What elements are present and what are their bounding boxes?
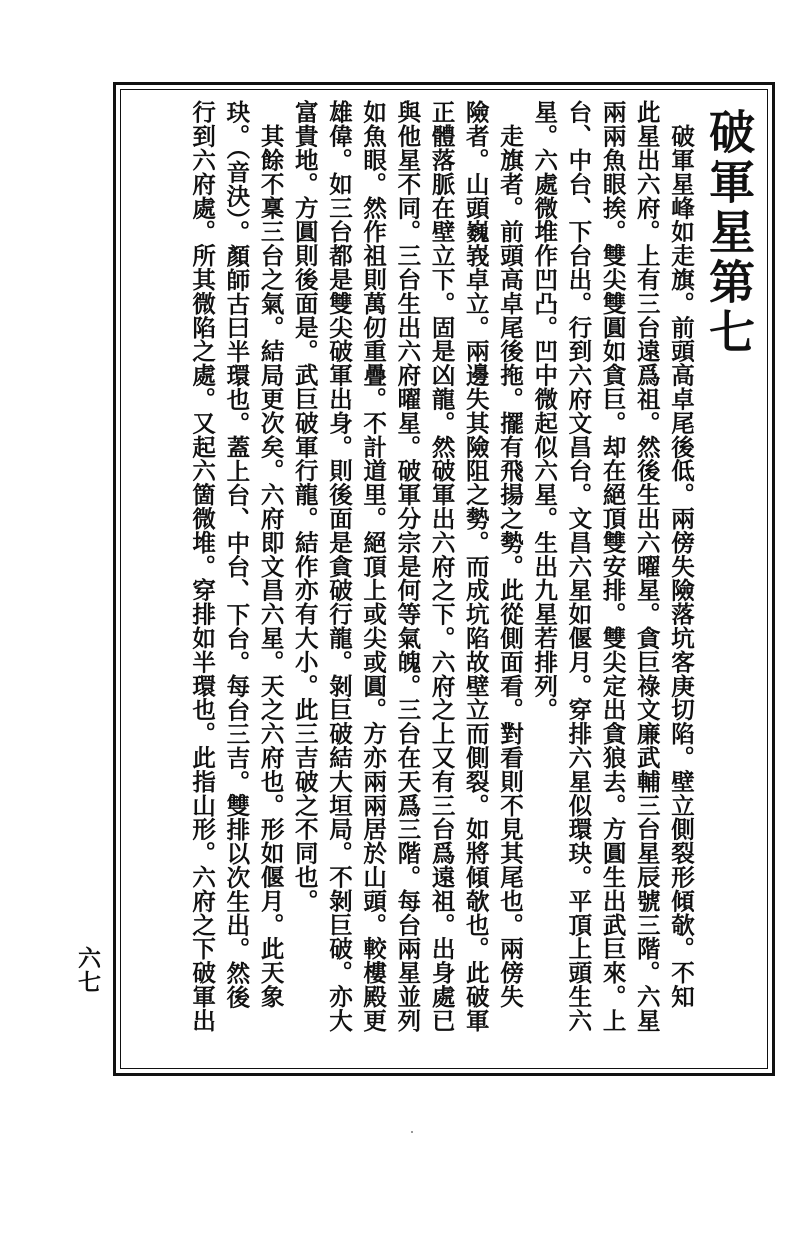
text-column: 此星出六府。上有三台遠爲祖。然後生出六曜星。貪巨祿文廉武輔三台星辰號三階。六星 — [632, 100, 661, 1033]
page-number: 六七 — [74, 946, 101, 994]
text-column: 行到六府處。所其微陷之處。又起六箇微堆。穿排如半環也。此指山形。六府之下破軍出 — [188, 100, 217, 1033]
text-column: 險者。山頭巍峩卓立。兩邊失其險阻之勢。而成坑陷故壁立而側裂。如將傾欹也。此破軍 — [461, 100, 490, 1033]
text-column: 破軍星峰如走旗。前頭高卓尾後低。兩傍失險落坑客庚切陷。壁立側裂形傾欹。不知 — [667, 100, 695, 1009]
text-column: 正體落脈在壁立下。固是凶龍。然破軍出六府之下。六府之上又有三台爲遠祖。出身處已 — [427, 100, 456, 1033]
text-column: 如魚眼。然作祖則萬仞重疊。不計道里。絕頂上或尖或圓。方亦兩兩居於山頭。較樓殿更 — [359, 100, 388, 1033]
text-column: 兩兩魚眼挨。雙尖雙圓如貪巨。却在絕頂雙安排。雙尖定出貪狼去。方圓生出武巨來。上 — [598, 100, 627, 1033]
chapter-title: 破軍星第七 — [702, 108, 756, 358]
text-column: 富貴地。方圓則後面是。武巨破軍行龍。結作亦有大小。此三吉破之不同也。 — [290, 100, 319, 913]
text-column: 星。六處微堆作凹凸。凹中微起似六星。生出九星若排列。 — [530, 100, 559, 722]
text-column: 與他星不同。三台生出六府曜星。破軍分宗是何等氣魄。三台在天爲三階。每台兩星並列 — [393, 100, 422, 1033]
text-column: 台、中台、下台出。行到六府文昌台。文昌六星如偃月。穿排六星似環玦。平頂上頭生六 — [564, 100, 593, 1033]
text-column: 其餘不稟三台之氣。結局更次矣。六府即文昌六星。天之六府也。形如偃月。此天象 — [256, 100, 285, 1009]
text-column: 雄偉。如三台都是雙尖破軍出身。則後面是貪破行龍。剝巨破結大垣局。不剝巨破。亦大 — [324, 100, 353, 1033]
text-column: 走旗者。前頭高卓尾後拖。擺有飛揚之勢。此從側面看。對看則不見其尾也。兩傍失 — [495, 100, 524, 1009]
text-column: 玦。（音決）。顏師古曰半環也。蓋上台、中台、下台。每台三吉。雙排以次生出。然後 — [222, 100, 251, 1009]
scan-speck — [411, 1131, 413, 1133]
vertical-text-body — [128, 100, 760, 1060]
